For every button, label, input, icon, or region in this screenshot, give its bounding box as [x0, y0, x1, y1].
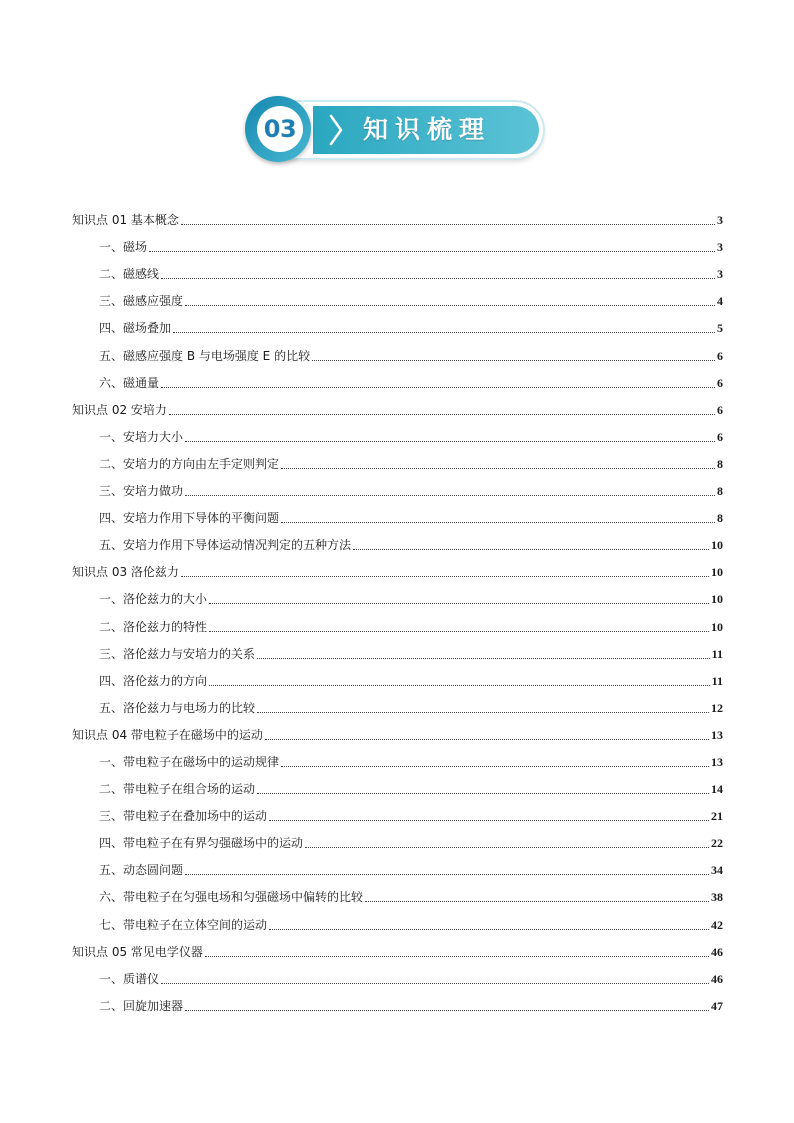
toc-entry-label: 三、安培力做功: [99, 484, 184, 499]
toc-dot-leader: [161, 983, 709, 984]
toc-section-entry[interactable]: [72, 878, 723, 905]
toc-entry-label: 二、回旋加速器: [99, 998, 184, 1013]
toc-chapter-entry[interactable]: [72, 933, 723, 960]
toc-dot-leader: [257, 658, 710, 659]
toc-dot-leader: [269, 929, 709, 930]
toc-dot-leader: [181, 576, 709, 577]
toc-dot-leader: [305, 847, 709, 848]
toc-section-entry[interactable]: [72, 526, 723, 553]
toc-entry-label: 五、磁感应强度 B 与电场强度 E 的比较: [99, 348, 311, 363]
toc-dot-leader: [281, 522, 715, 523]
toc-chapter-entry[interactable]: [72, 201, 723, 228]
toc-section-entry[interactable]: [72, 336, 723, 363]
toc-page-number: 22: [711, 836, 723, 851]
toc-section-entry[interactable]: [72, 445, 723, 472]
toc-entry-label: 三、磁感应强度: [99, 294, 184, 309]
toc-entry-label: 二、安培力的方向由左手定则判定: [99, 456, 280, 471]
toc-entry-label: 六、磁通量: [99, 375, 160, 390]
toc-dot-leader: [312, 360, 715, 361]
toc-page-number: 4: [717, 294, 723, 309]
toc-section-entry[interactable]: [72, 309, 723, 336]
toc-page-number: 3: [717, 240, 723, 255]
toc-chapter-entry[interactable]: [72, 716, 723, 743]
toc-dot-leader: [169, 414, 715, 415]
toc-page-number: 10: [711, 592, 723, 607]
toc-page-number: 6: [717, 375, 723, 390]
toc-chapter-entry[interactable]: [72, 553, 723, 580]
toc-section-entry[interactable]: [72, 960, 723, 987]
toc-dot-leader: [185, 495, 715, 496]
toc-page-number: 8: [717, 511, 723, 526]
toc-dot-leader: [257, 793, 709, 794]
toc-entry-label: 三、带电粒子在叠加场中的运动: [99, 809, 268, 824]
toc-dot-leader: [185, 874, 709, 875]
toc-entry-label: 五、安培力作用下导体运动情况判定的五种方法: [99, 538, 352, 553]
toc-page-number: 3: [717, 213, 723, 228]
toc-section-entry[interactable]: [72, 255, 723, 282]
toc-page-number: 12: [711, 700, 723, 715]
toc-dot-leader: [257, 712, 709, 713]
toc-page-number: 10: [711, 538, 723, 553]
toc-section-entry[interactable]: [72, 499, 723, 526]
toc-page-number: 10: [711, 565, 723, 580]
toc-dot-leader: [281, 766, 709, 767]
toc-entry-label: 知识点 02 安培力: [72, 402, 167, 417]
chevron-right-icon: [329, 114, 343, 146]
toc-entry-label: 知识点 04 带电粒子在磁场中的运动: [72, 727, 263, 742]
toc-section-entry[interactable]: [72, 635, 723, 662]
toc-dot-leader: [353, 549, 709, 550]
toc-section-entry[interactable]: [72, 987, 723, 1014]
toc-entry-label: 七、带电粒子在立体空间的运动: [99, 917, 268, 932]
section-banner: [243, 96, 549, 166]
toc-section-entry[interactable]: [72, 662, 723, 689]
toc-page-number: 11: [711, 673, 723, 688]
toc-section-entry[interactable]: [72, 580, 723, 607]
toc-dot-leader: [161, 387, 715, 388]
toc-section-entry[interactable]: [72, 364, 723, 391]
toc-page-number: 11: [711, 646, 723, 661]
toc-page-number: 34: [711, 863, 723, 878]
toc-section-entry[interactable]: [72, 905, 723, 932]
toc-dot-leader: [209, 603, 709, 604]
toc-section-entry[interactable]: [72, 689, 723, 716]
toc-section-entry[interactable]: [72, 770, 723, 797]
toc-dot-leader: [209, 631, 709, 632]
toc-section-entry[interactable]: [72, 743, 723, 770]
toc-section-entry[interactable]: [72, 282, 723, 309]
toc-chapter-entry[interactable]: [72, 391, 723, 418]
toc-dot-leader: [181, 224, 715, 225]
toc-page-number: 42: [711, 917, 723, 932]
toc-page-number: 6: [717, 348, 723, 363]
toc-section-entry[interactable]: [72, 228, 723, 255]
toc-entry-label: 四、磁场叠加: [99, 321, 172, 336]
toc-entry-label: 五、洛伦兹力与电场力的比较: [99, 700, 256, 715]
toc-dot-leader: [161, 278, 715, 279]
toc-dot-leader: [269, 820, 709, 821]
toc-entry-label: 五、动态圆问题: [99, 863, 184, 878]
toc-dot-leader: [265, 739, 709, 740]
toc-entry-label: 一、安培力大小: [99, 429, 184, 444]
toc-dot-leader: [185, 305, 715, 306]
toc-entry-label: 一、磁场: [99, 240, 148, 255]
toc-section-entry[interactable]: [72, 607, 723, 634]
toc-page-number: 38: [711, 890, 723, 905]
toc-entry-label: 四、带电粒子在有界匀强磁场中的运动: [99, 836, 304, 851]
table-of-contents: [72, 201, 723, 1014]
toc-page-number: 8: [717, 484, 723, 499]
toc-dot-leader: [281, 468, 715, 469]
toc-page-number: 46: [711, 971, 723, 986]
toc-page-number: 14: [711, 782, 723, 797]
toc-page-number: 13: [711, 754, 723, 769]
toc-entry-label: 知识点 01 基本概念: [72, 213, 179, 228]
toc-entry-label: 知识点 03 洛伦兹力: [72, 565, 179, 580]
toc-page-number: 6: [717, 429, 723, 444]
toc-dot-leader: [185, 441, 715, 442]
toc-dot-leader: [185, 1010, 709, 1011]
toc-dot-leader: [205, 956, 709, 957]
toc-page-number: 10: [711, 619, 723, 634]
toc-entry-label: 四、洛伦兹力的方向: [99, 673, 208, 688]
toc-section-entry[interactable]: [72, 418, 723, 445]
toc-page-number: 3: [717, 267, 723, 282]
toc-page-number: 21: [711, 809, 723, 824]
toc-dot-leader: [173, 332, 715, 333]
toc-entry-label: 四、安培力作用下导体的平衡问题: [99, 511, 280, 526]
toc-section-entry[interactable]: [72, 472, 723, 499]
toc-dot-leader: [149, 251, 715, 252]
toc-entry-label: 二、带电粒子在组合场的运动: [99, 782, 256, 797]
toc-page-number: 46: [711, 944, 723, 959]
toc-page-number: 47: [711, 998, 723, 1013]
toc-dot-leader: [365, 901, 709, 902]
toc-page-number: 13: [711, 727, 723, 742]
toc-entry-label: 一、带电粒子在磁场中的运动规律: [99, 754, 280, 769]
toc-page-number: 5: [717, 321, 723, 336]
toc-entry-label: 一、质谱仪: [99, 971, 160, 986]
toc-dot-leader: [209, 685, 710, 686]
toc-section-entry[interactable]: [72, 797, 723, 824]
banner-number-badge: [245, 96, 311, 162]
toc-entry-label: 三、洛伦兹力与安培力的关系: [99, 646, 256, 661]
toc-entry-label: 二、洛伦兹力的特性: [99, 619, 208, 634]
toc-entry-label: 知识点 05 常见电学仪器: [72, 944, 203, 959]
toc-entry-label: 二、磁感线: [99, 267, 160, 282]
toc-page-number: 8: [717, 456, 723, 471]
toc-entry-label: 六、带电粒子在匀强电场和匀强磁场中偏转的比较: [99, 890, 364, 905]
toc-section-entry[interactable]: [72, 851, 723, 878]
toc-entry-label: 一、洛伦兹力的大小: [99, 592, 208, 607]
toc-page-number: 6: [717, 402, 723, 417]
section-title: 知识梳理: [363, 115, 492, 144]
toc-section-entry[interactable]: [72, 824, 723, 851]
section-number: 03: [263, 115, 297, 143]
